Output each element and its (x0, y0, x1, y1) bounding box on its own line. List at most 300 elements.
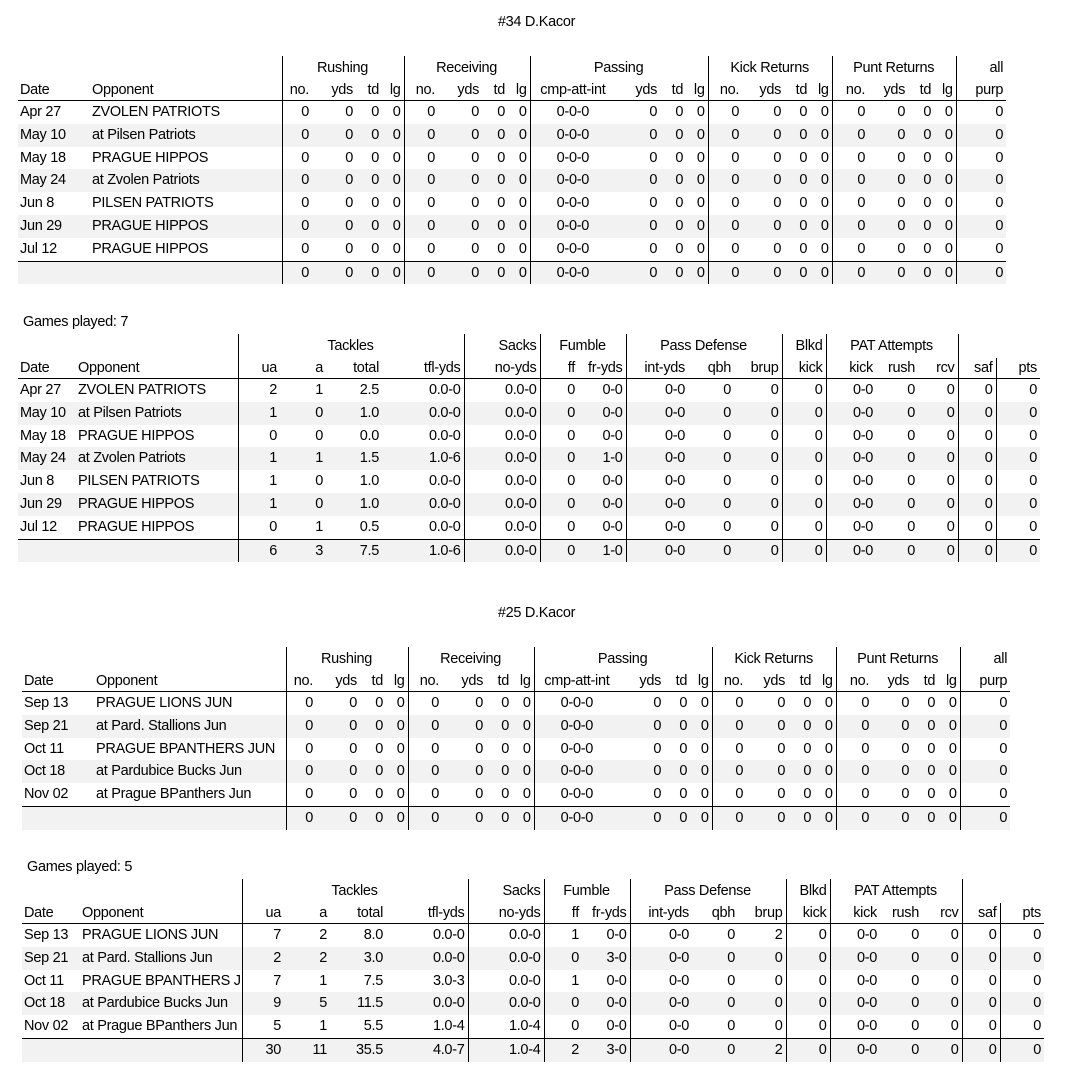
table-cell: 0 (962, 1015, 1000, 1038)
table-cell: 0 (731, 195, 740, 212)
table-cell: 0 (897, 149, 906, 166)
column-header-cell: kick (830, 903, 880, 924)
total-cell: 0-0-0 (534, 806, 620, 829)
total-cell (76, 539, 238, 562)
table-cell: 1.0 (326, 493, 382, 516)
table-cell: 0 (923, 149, 932, 166)
table-cell: 0 (316, 760, 360, 783)
table-cell: 0 (876, 402, 918, 425)
table-cell: 0-0-0 (556, 149, 590, 166)
table-cell: 0 (938, 692, 960, 715)
table-cell: 0 (382, 238, 404, 261)
table-cell: 0.0-0 (464, 470, 540, 493)
table-cell: 0 (734, 379, 782, 402)
table-cell: 0 (653, 695, 662, 711)
table-cell: 0 (482, 169, 508, 192)
table-cell: 0-0-0 (530, 124, 616, 147)
table-cell: 0 (540, 447, 578, 470)
table-cell: 0.0-0 (468, 992, 544, 1015)
total-cell: 0.0-0 (464, 539, 540, 562)
group-header-cell: Rushing (282, 56, 404, 80)
column-header-cell: td (486, 671, 512, 692)
table-row (18, 238, 1006, 261)
group-header-cell: Passing (534, 647, 712, 671)
table-cell: 0 (734, 447, 782, 470)
table-cell: 0 (431, 695, 440, 711)
table-cell: 0 (956, 124, 1006, 147)
table-cell: 0 (922, 970, 962, 993)
table-cell: 0.0-0 (386, 992, 468, 1015)
table-cell: 0-0-0 (534, 715, 620, 738)
table-cell: Sep 21 (22, 947, 80, 970)
table-cell: 0 (1033, 1018, 1041, 1035)
table-cell: 0-0 (826, 493, 876, 516)
group-header-cell: Kick Returns (708, 56, 832, 80)
group-header-cell: Receiving (404, 56, 530, 80)
table-cell: 0 (923, 104, 932, 120)
table-cell: 0 (958, 516, 996, 539)
table-cell: 0 (497, 240, 506, 257)
column-header-cell: yds (742, 80, 784, 101)
total-cell: 0 (508, 261, 530, 284)
table-cell: 0 (861, 740, 870, 757)
table-cell: 0 (907, 473, 915, 490)
table-cell: 0-0-0 (534, 760, 620, 783)
group-spacer-cell (22, 647, 286, 671)
total-cell: 1.0-4 (468, 1038, 544, 1061)
table-cell: 0 (918, 493, 958, 516)
table-cell: 0 (404, 169, 438, 192)
group-header-cell: Sacks (464, 334, 540, 358)
table-cell: 2 (269, 382, 277, 398)
column-header-cell: no. (286, 671, 316, 692)
column-header-cell: cmp-att-int (534, 671, 620, 692)
table-cell: May 10 (18, 124, 90, 147)
total-cell: 0 (734, 539, 782, 562)
column-header-cell: no. (282, 80, 312, 101)
table-cell: 0 (301, 195, 309, 212)
table-cell: 0 (907, 382, 915, 398)
column-header-cell: lg (512, 671, 534, 692)
table-cell: 0 (803, 786, 812, 803)
total-cell: 0 (482, 261, 508, 284)
table-cell: 0 (356, 169, 382, 192)
table-cell: 0 (799, 195, 808, 212)
table-cell: 1.5 (326, 447, 382, 470)
table-cell: 0 (958, 402, 996, 425)
table-cell: 0 (675, 149, 684, 166)
player-title: #34 D.Kacor (497, 14, 576, 30)
table-cell: 0 (788, 715, 814, 738)
table-cell: 0.0-0 (464, 425, 540, 448)
table-cell: 0 (857, 104, 866, 120)
table-cell: 0 (356, 215, 382, 238)
table-cell: 2 (242, 947, 284, 970)
table-cell: 0 (911, 927, 919, 943)
table-cell: 0 (958, 379, 996, 402)
table-cell: 0-0 (578, 402, 626, 425)
table-cell: 0 (375, 786, 383, 803)
total-cell: 0 (908, 261, 934, 284)
table-cell: 0 (427, 240, 436, 257)
table-cell: 0-0 (578, 493, 626, 516)
table-cell: 0-0 (664, 473, 685, 490)
table-row (18, 516, 1040, 539)
table-cell: 0 (786, 947, 830, 970)
group-header-row (18, 334, 1040, 358)
group-header-cell: Punt Returns (836, 647, 960, 671)
table-cell: 0 (567, 473, 575, 490)
table-cell: 0 (782, 516, 826, 539)
column-header-cell: yds (620, 671, 664, 692)
total-cell: 0 (912, 806, 938, 829)
total-cell: 0 (356, 261, 382, 284)
table-cell: 7.5 (363, 972, 383, 989)
table-cell: 0 (773, 195, 782, 212)
table-cell: 0 (544, 992, 582, 1015)
table-cell: 0-0 (582, 1015, 630, 1038)
table-cell: 0 (723, 382, 731, 398)
table-cell: 3.0 (330, 947, 386, 970)
defense-stats-table (18, 334, 1040, 562)
table-cell: 0 (723, 473, 731, 490)
table-cell: 0-0 (664, 427, 685, 444)
total-cell: 11 (284, 1038, 330, 1061)
table-cell: PRAGUE HIPPOS (76, 493, 238, 516)
table-cell: PILSEN PATRIOTS (76, 470, 238, 493)
table-cell: 0 (734, 493, 782, 516)
table-cell: Oct 18 (22, 992, 80, 1015)
table-cell: PRAGUE BPANTHERS JUN (94, 738, 286, 761)
table-cell: 0 (544, 947, 582, 970)
total-cell: 0 (512, 806, 534, 829)
table-row (22, 970, 1044, 993)
table-cell: 0 (686, 238, 708, 261)
table-cell: 0-0-0 (556, 104, 590, 120)
table-row (22, 783, 1010, 806)
table-cell: 0-0 (852, 473, 873, 490)
table-cell: Jun 8 (20, 473, 54, 490)
table-cell: 0 (999, 695, 1008, 711)
total-cell: 0 (442, 806, 486, 829)
table-cell: 0.0-0 (464, 493, 540, 516)
table-cell: 0 (280, 493, 326, 516)
table-cell: Oct 11 (24, 740, 64, 757)
table-cell: 0 (305, 786, 313, 803)
table-cell: 0 (934, 169, 956, 192)
table-cell: 0 (653, 740, 662, 757)
table-cell: 0 (349, 695, 357, 711)
total-cell: 0 (960, 806, 1010, 829)
table-cell: 0 (512, 760, 534, 783)
table-cell: 5.5 (363, 1018, 383, 1035)
table-cell: 1.0-4 (386, 1015, 468, 1038)
table-cell: 0 (738, 1015, 786, 1038)
table-cell: 0-0 (578, 425, 626, 448)
column-header-cell: td (912, 671, 938, 692)
total-cell: 0 (688, 539, 734, 562)
table-cell: 0-0-0 (556, 240, 590, 257)
table-cell: 0 (567, 427, 575, 444)
total-cell: 0 (486, 806, 512, 829)
table-cell: 0 (810, 147, 832, 170)
table-cell: 0 (876, 447, 918, 470)
total-cell: 0 (938, 806, 960, 829)
table-cell: 0-0-0 (560, 740, 594, 757)
group-header-cell: Sacks (468, 879, 544, 903)
table-cell: 0 (508, 101, 530, 124)
table-cell: 0 (734, 516, 782, 539)
table-cell: 0 (773, 104, 782, 120)
column-header-cell: no-yds (464, 358, 540, 379)
total-cell: 0 (832, 261, 868, 284)
total-cell (90, 261, 282, 284)
table-cell: 0.0-0 (468, 947, 544, 970)
table-cell: 0 (305, 695, 313, 711)
table-cell: 0.0-0 (386, 924, 468, 947)
table-cell: Jun 8 (20, 195, 54, 212)
table-cell: 0-0-0 (530, 169, 616, 192)
column-header-row (22, 671, 1010, 692)
table-cell: 0 (958, 493, 996, 516)
table-cell: 1 (571, 972, 579, 989)
table-cell: 0 (692, 992, 738, 1015)
total-cell: 0 (316, 806, 360, 829)
table-cell: 0 (927, 786, 936, 803)
table-cell: 0 (386, 715, 408, 738)
table-cell: 0 (382, 215, 404, 238)
table-cell: at Prague BPanthers Jun (80, 1015, 242, 1038)
table-cell: 0 (799, 149, 808, 166)
table-cell: 0 (312, 215, 356, 238)
group-header-row (22, 647, 1010, 671)
table-cell: 0 (911, 1018, 919, 1035)
games-played-label: Games played: 5 (27, 859, 133, 875)
table-cell: 0 (897, 104, 906, 120)
total-cell: 0 (438, 261, 482, 284)
table-cell: 0 (708, 215, 742, 238)
table-cell: 0 (282, 124, 312, 147)
group-header-cell: Pass Defense (626, 334, 782, 358)
table-cell: 0 (286, 760, 316, 783)
table-cell: 0 (540, 493, 578, 516)
table-cell: 0 (315, 427, 323, 444)
group-header-cell: Blkd (782, 334, 826, 358)
group-header-cell: Fumble (540, 334, 626, 358)
column-header-cell: td (482, 80, 508, 101)
table-cell: 0 (918, 447, 958, 470)
table-cell: 0 (345, 149, 353, 166)
table-cell: 0 (734, 470, 782, 493)
table-cell: 0 (486, 715, 512, 738)
table-cell: 0 (738, 992, 786, 1015)
table-cell: 0 (282, 169, 312, 192)
table-cell: 0 (653, 786, 662, 803)
table-cell: 0 (690, 715, 712, 738)
table-cell: 0 (269, 518, 277, 535)
column-header-cell: yds (316, 671, 360, 692)
table-cell: at Zvolen Patriots (76, 447, 238, 470)
table-cell: 0 (958, 425, 996, 448)
column-header-cell: td (908, 80, 934, 101)
table-cell: 0.0-0 (464, 516, 540, 539)
table-cell: 0 (782, 470, 826, 493)
table-cell: 0 (512, 738, 534, 761)
table-cell: 0 (857, 149, 866, 166)
table-row (18, 379, 1040, 402)
total-cell: 0 (746, 806, 788, 829)
table-cell: 0 (269, 427, 277, 444)
column-header-cell: kick (786, 903, 830, 924)
table-cell: 0 (727, 927, 735, 943)
table-cell: 0 (1000, 992, 1044, 1015)
table-cell: 0 (286, 715, 316, 738)
column-header-cell: tfl-yds (382, 358, 464, 379)
table-cell: 0 (686, 101, 708, 124)
total-cell (94, 806, 286, 829)
table-cell: 0 (360, 760, 386, 783)
table-cell: 0 (814, 715, 836, 738)
total-cell: 0 (962, 1038, 1000, 1061)
table-cell: 0 (958, 470, 996, 493)
total-cell: 1.0-6 (382, 539, 464, 562)
column-header-cell: Opponent (94, 671, 286, 692)
table-cell: 0 (708, 169, 742, 192)
group-header-cell: Receiving (408, 647, 534, 671)
table-cell: at Pilsen Patriots (76, 402, 238, 425)
table-cell: 0 (688, 447, 734, 470)
table-row (18, 215, 1006, 238)
total-cell: 0 (810, 261, 832, 284)
table-cell: 0 (475, 786, 484, 803)
table-cell: 0 (738, 970, 786, 993)
table-cell: 0 (746, 760, 788, 783)
table-cell: PRAGUE LIONS JUN (94, 692, 286, 715)
total-cell: 0 (386, 806, 408, 829)
table-cell: 0 (907, 518, 915, 535)
total-cell: 35.5 (330, 1038, 386, 1061)
table-cell: 0 (912, 760, 938, 783)
table-cell: 0 (727, 1018, 735, 1035)
total-cell: 0 (360, 806, 386, 829)
column-header-cell: td (660, 80, 686, 101)
column-header-cell: yds (872, 671, 912, 692)
table-cell: Jun 29 (18, 215, 90, 238)
table-cell: 0 (962, 970, 1000, 993)
table-cell: 0 (786, 924, 830, 947)
table-cell: 0 (616, 124, 660, 147)
total-cell: 30 (242, 1038, 284, 1061)
table-cell: 0 (616, 169, 660, 192)
table-cell: at Pard. Stallions Jun (94, 715, 286, 738)
table-cell: 0 (382, 124, 404, 147)
column-header-cell: lg (810, 80, 832, 101)
column-header-cell: qbh (688, 358, 734, 379)
table-cell: Oct 11 (24, 972, 64, 989)
table-cell: 1 (319, 972, 327, 989)
table-cell: 0 (901, 786, 910, 803)
table-cell: ZVOLEN PATRIOTS (90, 101, 282, 124)
table-cell: 0 (686, 124, 708, 147)
table-cell: 0-0 (626, 402, 688, 425)
table-cell: 0 (404, 124, 438, 147)
table-cell: 0 (692, 947, 738, 970)
table-cell: 0 (901, 740, 910, 757)
table-cell: 0 (836, 760, 872, 783)
total-cell: 0 (712, 806, 746, 829)
table-cell: 0-0-0 (556, 195, 590, 212)
table-cell: 0.0-0 (382, 402, 464, 425)
table-cell: at Pilsen Patriots (90, 124, 282, 147)
table-cell: 0 (360, 715, 386, 738)
group-header-row (18, 56, 1006, 80)
total-cell: 0 (664, 806, 690, 829)
table-cell: 0 (995, 149, 1004, 166)
table-cell: Sep 13 (24, 927, 69, 943)
table-cell: at Zvolen Patriots (90, 169, 282, 192)
table-cell: 0 (649, 104, 658, 120)
table-cell: 0-0 (630, 947, 692, 970)
table-cell: 0 (897, 240, 906, 257)
table-cell: 0 (501, 740, 510, 757)
table-cell: 0-0 (578, 379, 626, 402)
column-header-cell: fr-yds (582, 903, 630, 924)
table-cell: 3.0-3 (386, 970, 468, 993)
table-cell: PRAGUE HIPPOS (90, 238, 282, 261)
table-row (18, 402, 1040, 425)
table-cell: 0 (660, 169, 686, 192)
table-cell: 0.0-0 (464, 402, 540, 425)
column-header-cell: ua (238, 358, 280, 379)
table-cell: 0 (679, 740, 688, 757)
table-cell: 0 (486, 760, 512, 783)
total-cell: 0-0-0 (530, 261, 616, 284)
table-cell: 0 (918, 516, 958, 539)
table-cell: Jul 12 (20, 240, 57, 257)
column-header-cell: yds (616, 80, 660, 101)
column-header-cell: Opponent (76, 358, 238, 379)
total-cell (22, 1038, 80, 1061)
table-cell: 2 (738, 924, 786, 947)
table-cell: 0 (471, 149, 480, 166)
table-cell: PRAGUE HIPPOS (90, 147, 282, 170)
column-header-row (18, 358, 1040, 379)
offense-stats-table (22, 647, 1010, 830)
table-cell: 0 (786, 1015, 830, 1038)
table-cell: 0 (868, 169, 908, 192)
total-cell: 0 (922, 1038, 962, 1061)
table-cell: 0 (912, 715, 938, 738)
column-header-cell: no-yds (468, 903, 544, 924)
table-cell: 0 (427, 149, 436, 166)
table-cell: 0 (475, 695, 484, 711)
column-header-cell: td (356, 80, 382, 101)
table-row (18, 192, 1006, 215)
table-cell: 0 (832, 124, 868, 147)
table-cell: 1 (315, 382, 323, 398)
table-cell: 0 (723, 427, 731, 444)
column-header-cell: a (280, 358, 326, 379)
table-cell: 0 (786, 970, 830, 993)
table-cell: 0 (923, 240, 932, 257)
column-header-cell: Opponent (80, 903, 242, 924)
table-cell: 0 (686, 169, 708, 192)
table-cell: 0 (810, 169, 832, 192)
column-header-cell: td (788, 671, 814, 692)
total-cell: 0 (708, 261, 742, 284)
table-row (18, 124, 1006, 147)
table-cell: 0 (810, 192, 832, 215)
